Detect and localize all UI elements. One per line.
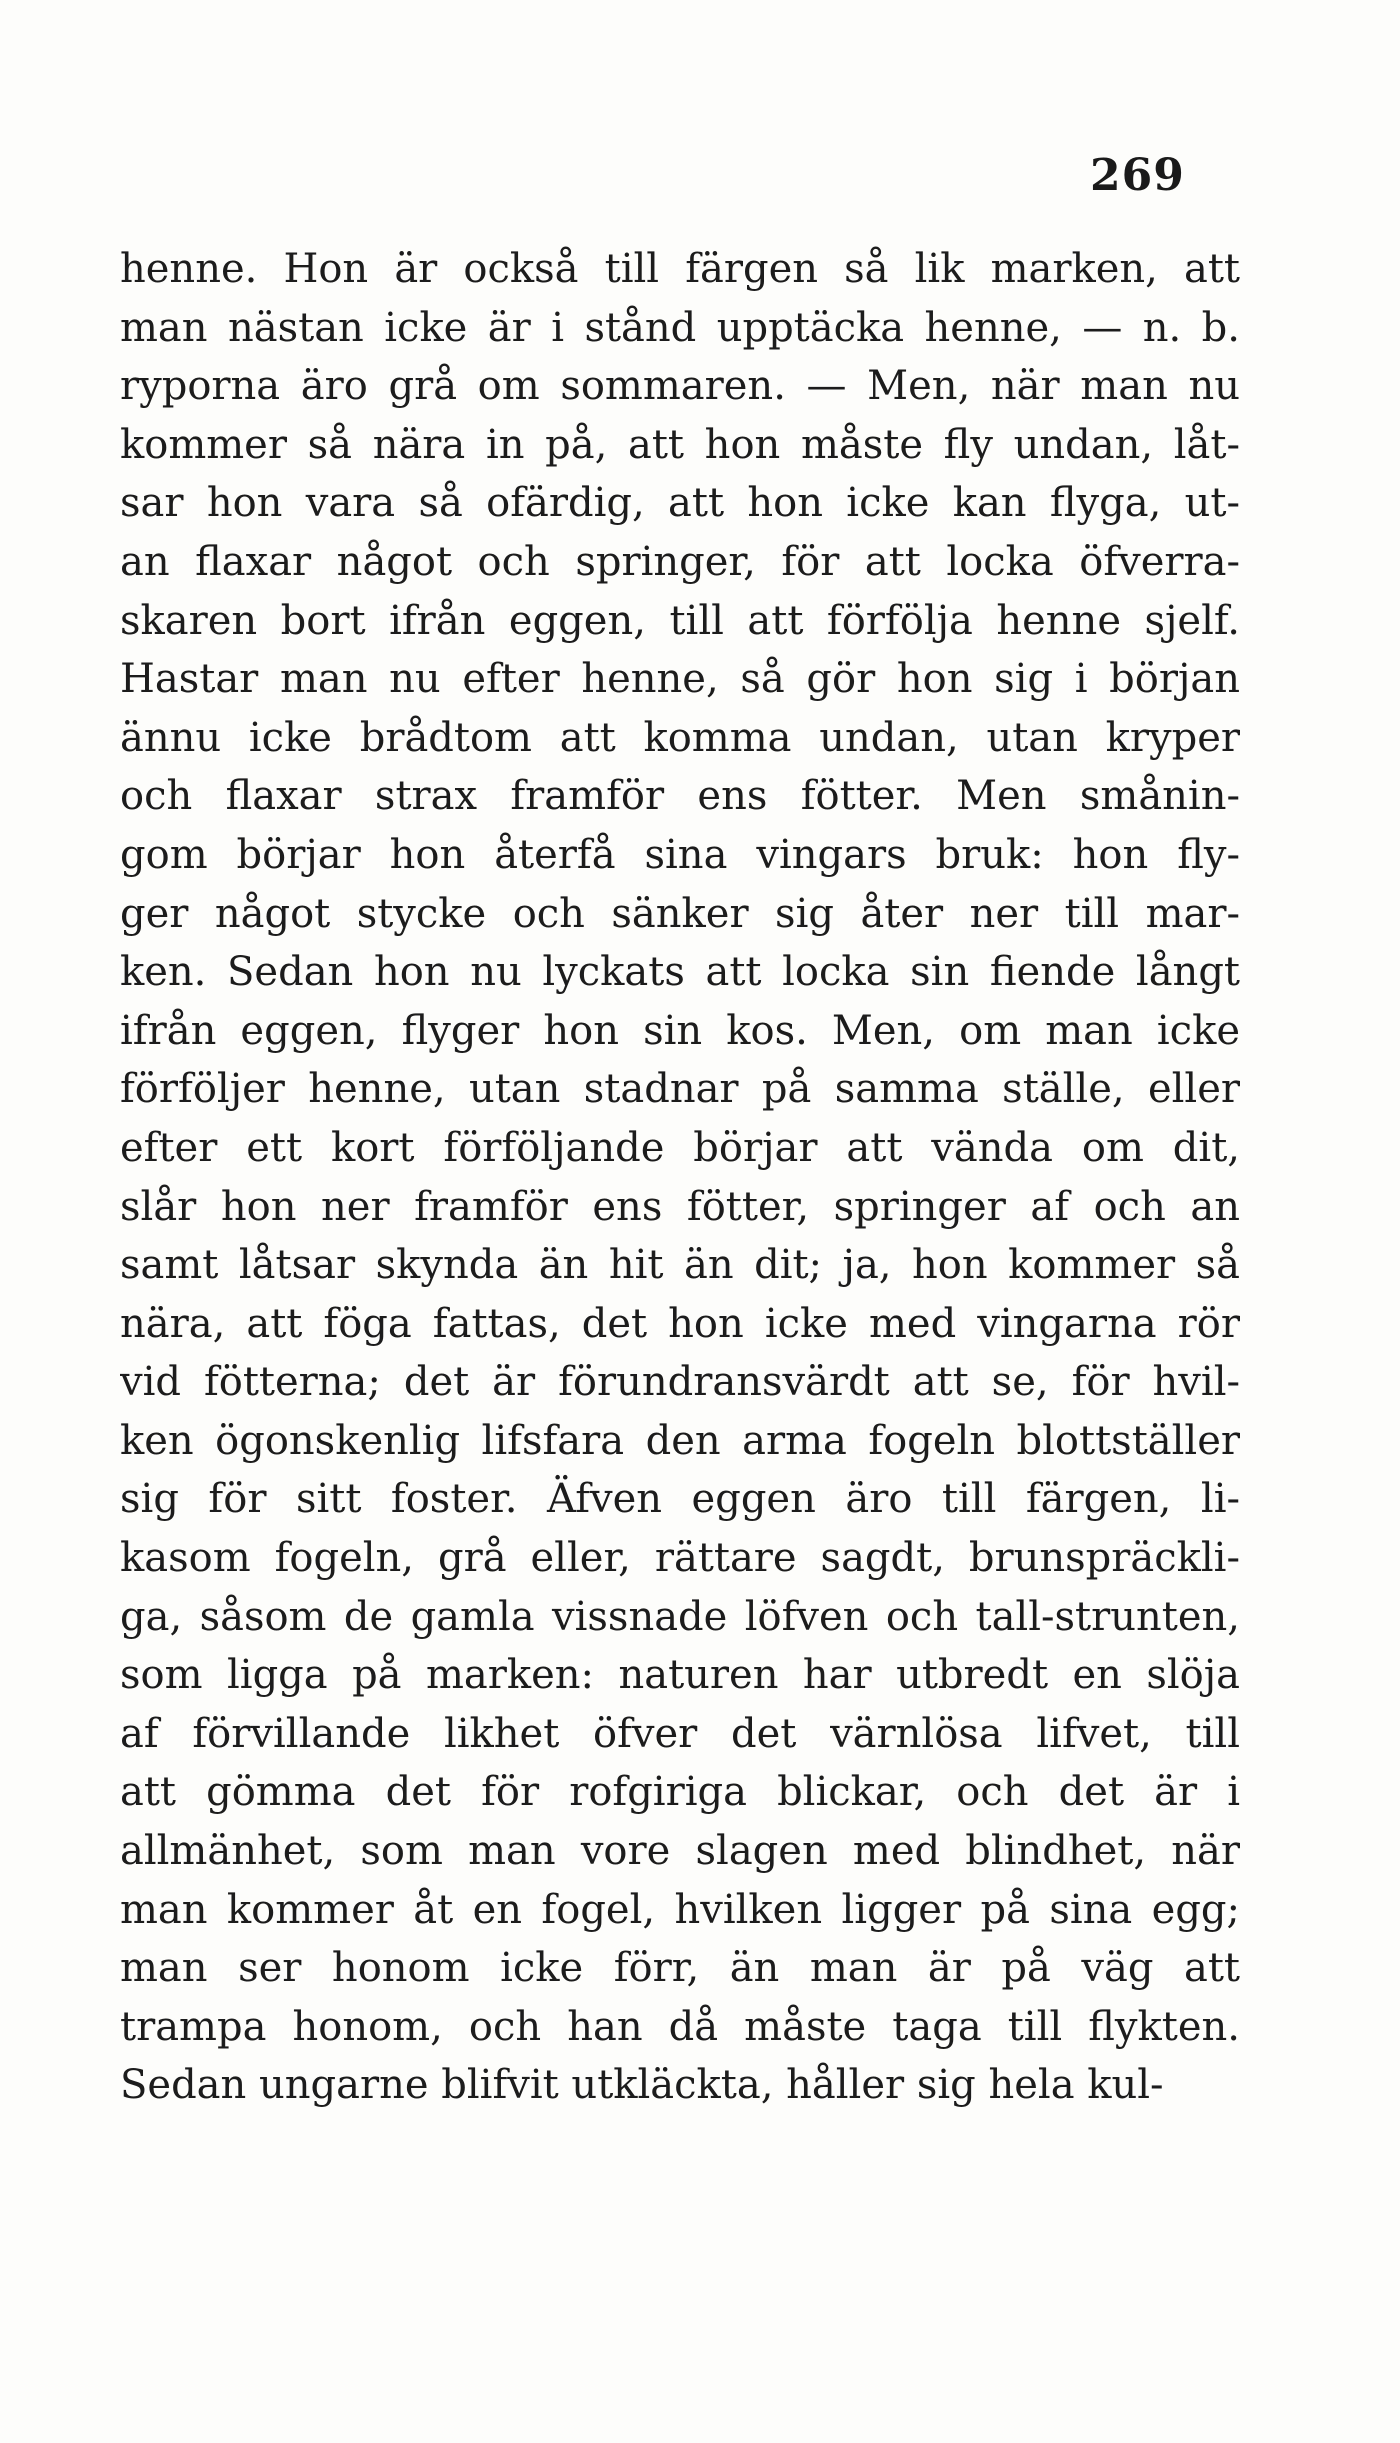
text-line: Sedan ungarne blifvit utkläckta, håller sig hela kul-: [120, 2062, 1164, 2109]
text-line: ken ögonskenlig lifsfara den arma fogeln blottställer: [120, 1417, 1240, 1464]
text-line: gom börjar hon återfå sina vingars bruk: hon fly-: [120, 831, 1240, 878]
text-line: Hastar man nu efter henne, så gör hon sig i början: [120, 656, 1240, 703]
text-line: ännu icke brådtom att komma undan, utan kryper: [120, 714, 1240, 761]
text-line: slår hon ner framför ens fötter, springer af och an: [120, 1183, 1240, 1230]
text-line: kasom fogeln, grå eller, rättare sagdt, brunspräckli-: [120, 1535, 1240, 1582]
text-line: ken. Sedan hon nu lyckats att locka sin fiende långt: [120, 949, 1240, 996]
text-line: man kommer åt en fogel, hvilken ligger på sina egg;: [120, 1886, 1240, 1933]
text-line: trampa honom, och han då måste taga till flykten.: [120, 2003, 1240, 2050]
text-line: samt låtsar skynda än hit än dit; ja, hon kommer så: [120, 1242, 1240, 1289]
text-line: nära, att föga fattas, det hon icke med vingarna rör: [120, 1300, 1240, 1347]
text-line: sar hon vara så ofärdig, att hon icke kan flyga, ut-: [120, 480, 1240, 527]
text-line: ga, såsom de gamla vissnade löfven och tall-strunten,: [120, 1593, 1240, 1640]
text-line: man nästan icke är i stånd upptäcka henne, — n. b.: [120, 304, 1240, 351]
text-line: vid fötterna; det är förundransvärdt att se, för hvil-: [120, 1359, 1240, 1406]
text-line: an flaxar något och springer, för att locka öfverra-: [120, 538, 1240, 585]
text-line: skaren bort ifrån eggen, till att förfölja henne sjelf.: [120, 597, 1240, 644]
text-line: ryporna äro grå om sommaren. — Men, när man nu: [120, 363, 1240, 410]
text-line: sig för sitt foster. Äfven eggen äro till färgen, li-: [120, 1476, 1240, 1523]
text-line: ger något stycke och sänker sig åter ner till mar-: [120, 890, 1240, 937]
text-line: förföljer henne, utan stadnar på samma ställe, eller: [120, 1066, 1240, 1113]
body-text: [120, 240, 1240, 2115]
text-line: och flaxar strax framför ens fötter. Men smånin-: [120, 773, 1240, 820]
text-line: allmänhet, som man vore slagen med blindhet, när: [120, 1828, 1240, 1875]
text-line: henne. Hon är också till färgen så lik marken, att: [120, 246, 1240, 292]
text-line: kommer så nära in på, att hon måste fly undan, låt-: [120, 421, 1240, 468]
text-line: man ser honom icke förr, än man är på väg att: [120, 1945, 1240, 1992]
text-line: som ligga på marken: naturen har utbredt en slöja: [120, 1652, 1240, 1699]
page-number: 269: [1090, 150, 1185, 201]
text-line: efter ett kort förföljande börjar att vända om dit,: [120, 1124, 1240, 1171]
text-line: ifrån eggen, flyger hon sin kos. Men, om man icke: [120, 1007, 1240, 1054]
text-line: af förvillande likhet öfver det värnlösa lifvet, till: [120, 1710, 1240, 1757]
text-line: att gömma det för rofgiriga blickar, och det är i: [120, 1769, 1240, 1816]
